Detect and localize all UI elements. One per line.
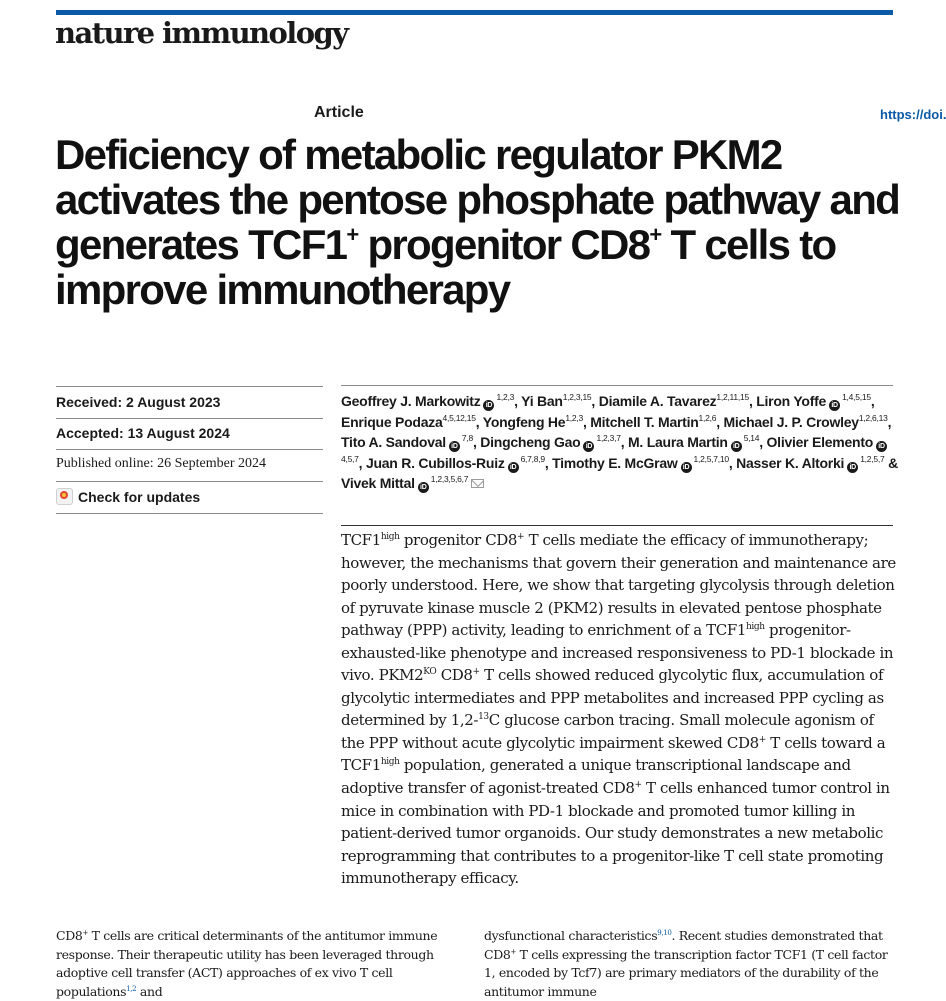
author-affiliation: 1,2,6,13 — [858, 412, 888, 423]
abstract-sup: + — [634, 780, 642, 791]
body-column-right — [484, 927, 900, 1001]
orcid-icon[interactable]: iD — [731, 441, 742, 452]
check-for-updates-button[interactable] — [56, 488, 200, 505]
abstract-text: T cells showed reduced glycolytic flux, accumulation of glycolytic intermediates and PPP metabolites and increased PPP cycling as determined by 1,2- — [341, 666, 884, 730]
author-name[interactable]: Liron Yoffe — [756, 393, 827, 409]
author-affiliation: 1,2,6 — [698, 412, 717, 423]
journal-top-bar — [56, 10, 893, 15]
author-separator: , — [591, 393, 599, 409]
author-name[interactable]: Dingcheng Gao — [480, 434, 581, 450]
author-affiliation: 6,7,8,9 — [520, 453, 545, 464]
accepted-date: Accepted: 13 August 2024 — [56, 425, 230, 441]
orcid-icon[interactable]: iD — [681, 462, 692, 473]
author-affiliation: 1,2,3,15 — [562, 392, 592, 402]
author-separator: , — [358, 454, 366, 471]
citation-link[interactable]: 9,10 — [657, 929, 672, 937]
author-separator: , — [887, 413, 892, 430]
author-affiliation: 4,5,12,15 — [442, 412, 476, 423]
author-affiliation: 4,5,7 — [341, 453, 359, 464]
abstract-text: T cells enhanced tumor control in mice in combination with PD-1 blockade and promoted tumor killing in patient-derived tumor organoids. Our study demonstrates a new metabolic reprogramming that contributes to a progenitor-like T cell state promoting immunotherapy efficacy. — [341, 779, 890, 888]
body-sup: + — [510, 947, 517, 956]
title-sup: + — [649, 222, 661, 247]
author-separator: , — [544, 454, 553, 471]
author-name[interactable]: Geoffrey J. Markowitz — [341, 393, 481, 409]
orcid-icon[interactable]: iD — [449, 441, 460, 452]
author-affiliation: 1,2,5,7 — [860, 453, 885, 464]
author-name[interactable]: Vivek Mittal — [341, 475, 415, 491]
received-date: Received: 2 August 2023 — [56, 394, 221, 410]
authors-top-rule — [341, 385, 893, 386]
author-affiliation: 1,2,3,7 — [596, 433, 621, 443]
abstract-sup: + — [472, 667, 480, 678]
abstract-text: T cells mediate the efficacy of immunotherapy; however, the mechanisms that govern their generation and maintenance are poorly understood. Here, we show that targeting glycolysis through deletion of pyruvate kinase muscle 2 (PKM2) results in elevated pentose phosphate pathway (PPP) activity, leading to enrichment of a TCF1 — [341, 531, 896, 640]
body-column-left — [56, 927, 472, 1001]
author-name[interactable]: Nasser K. Altorki — [736, 454, 845, 471]
body-text: T cells expressing the transcription factor TCF1 (T cell factor 1, encoded by Tcf7) are primary mediators of the durability of the antitumor immune — [484, 946, 888, 999]
title-part: T cells to improve immunotherapy — [55, 221, 836, 313]
orcid-icon[interactable]: iD — [483, 400, 494, 411]
author-separator: , — [728, 454, 737, 471]
body-text: CD8 — [56, 928, 83, 943]
abstract-sup: 13 — [478, 712, 489, 723]
published-date: Published online: 26 September 2024 — [56, 456, 266, 471]
author-affiliation: 5,14 — [743, 433, 760, 443]
abstract-sup: + — [758, 734, 766, 745]
author-affiliation: 1,2,11,15 — [716, 392, 749, 402]
body-text: and — [136, 983, 163, 999]
author-separator: & — [884, 454, 898, 471]
author-affiliation: 1,4,5,15 — [842, 392, 871, 402]
author-name[interactable]: Olivier Elemento — [766, 434, 874, 450]
abstract-text: TCF1 — [341, 531, 381, 549]
abstract-sup: high — [746, 622, 765, 633]
abstract-sup: high — [380, 532, 400, 542]
orcid-icon[interactable]: iD — [418, 482, 429, 493]
title-sup: + — [346, 222, 358, 247]
orcid-icon[interactable]: iD — [876, 441, 887, 452]
abstract-text: progenitor-exhausted-like phenotype and increased responsiveness to PD-1 blockade in vivo. PKM2 — [341, 621, 894, 685]
abstract-sup: high — [380, 757, 400, 768]
meta-rule — [56, 481, 323, 482]
meta-rule — [56, 449, 323, 450]
author-separator: , — [716, 413, 724, 430]
author-name[interactable]: Mitchell T. Martin — [590, 413, 699, 430]
author-affiliation: 1,2,5,7,10 — [693, 453, 729, 464]
check-updates-icon — [56, 488, 73, 505]
abstract-text: CD8 — [436, 666, 473, 685]
doi-link[interactable]: https://doi. — [880, 107, 946, 122]
title-part: Deficiency of metabolic regulator PKM2 activates the pentose phosphate pathway and generates TCF1 — [55, 131, 900, 268]
meta-rule — [56, 418, 323, 419]
citation-link[interactable]: 1,2 — [126, 984, 137, 993]
abstract-sup: + — [517, 532, 525, 542]
author-separator: , — [870, 393, 875, 409]
body-sup: + — [82, 929, 89, 937]
author-name[interactable]: Yongfeng He — [482, 413, 566, 430]
author-separator: , — [748, 393, 757, 409]
author-separator: , — [759, 434, 767, 450]
abstract-sup: KO — [423, 667, 437, 678]
author-name[interactable]: Yi Ban — [521, 393, 563, 409]
abstract — [341, 529, 897, 890]
body-text: . Recent studies demonstrated that CD8 — [484, 928, 883, 962]
author-separator: , — [620, 434, 628, 450]
author-affiliation: 1,2,3 — [496, 392, 515, 402]
check-updates-label: Check for updates — [78, 488, 201, 505]
author-name[interactable]: Diamile A. Tavarez — [598, 393, 717, 409]
article-type-label: Article — [314, 104, 364, 121]
meta-rule — [56, 513, 323, 514]
abstract-text: progenitor CD8 — [399, 531, 518, 549]
author-separator: , — [475, 413, 483, 430]
abstract-text: population, generated a unique transcriptional landscape and adoptive transfer of agonist-treated CD8 — [341, 756, 851, 798]
journal-logo: nature immunology — [55, 16, 348, 50]
author-list — [341, 391, 901, 494]
author-separator: , — [582, 413, 591, 430]
orcid-icon[interactable]: iD — [508, 462, 519, 473]
author-separator: , — [472, 434, 481, 450]
abstract-text: T cells toward a TCF1 — [341, 733, 886, 775]
orcid-icon[interactable]: iD — [847, 462, 858, 473]
author-affiliation: 7,8 — [461, 433, 473, 443]
title-part: progenitor CD8 — [357, 221, 650, 268]
body-text: dysfunctional characteristics — [484, 928, 658, 943]
article-title — [55, 132, 915, 312]
author-name[interactable]: Timothy E. McGraw — [552, 454, 678, 471]
author-affiliation: 1,2,3,5,6,7 — [430, 474, 469, 484]
author-name[interactable]: Juan R. Cubillos-Ruiz — [365, 454, 505, 471]
email-icon[interactable] — [471, 479, 484, 488]
author-name[interactable]: Enrique Podaza — [341, 413, 443, 430]
orcid-icon[interactable]: iD — [829, 400, 840, 411]
abstract-text: C glucose carbon tracing. Small molecule agonism of the PPP without acute glycolytic impairment skewed CD8 — [341, 711, 874, 752]
orcid-icon[interactable]: iD — [583, 441, 594, 452]
author-affiliation: 1,2,3 — [565, 412, 583, 423]
abstract-top-rule — [341, 525, 893, 526]
author-name[interactable]: Michael J. P. Crowley — [723, 413, 859, 430]
author-separator: , — [514, 393, 522, 409]
author-name[interactable]: M. Laura Martin — [628, 434, 728, 450]
author-name[interactable]: Tito A. Sandoval — [341, 434, 446, 450]
meta-rule — [56, 386, 323, 387]
body-text: T cells are critical determinants of the antitumor immune response. Their therapeutic utility has been leveraged through adoptive cell transfer (ACT) approaches of ex vivo T cell populations — [56, 928, 438, 999]
